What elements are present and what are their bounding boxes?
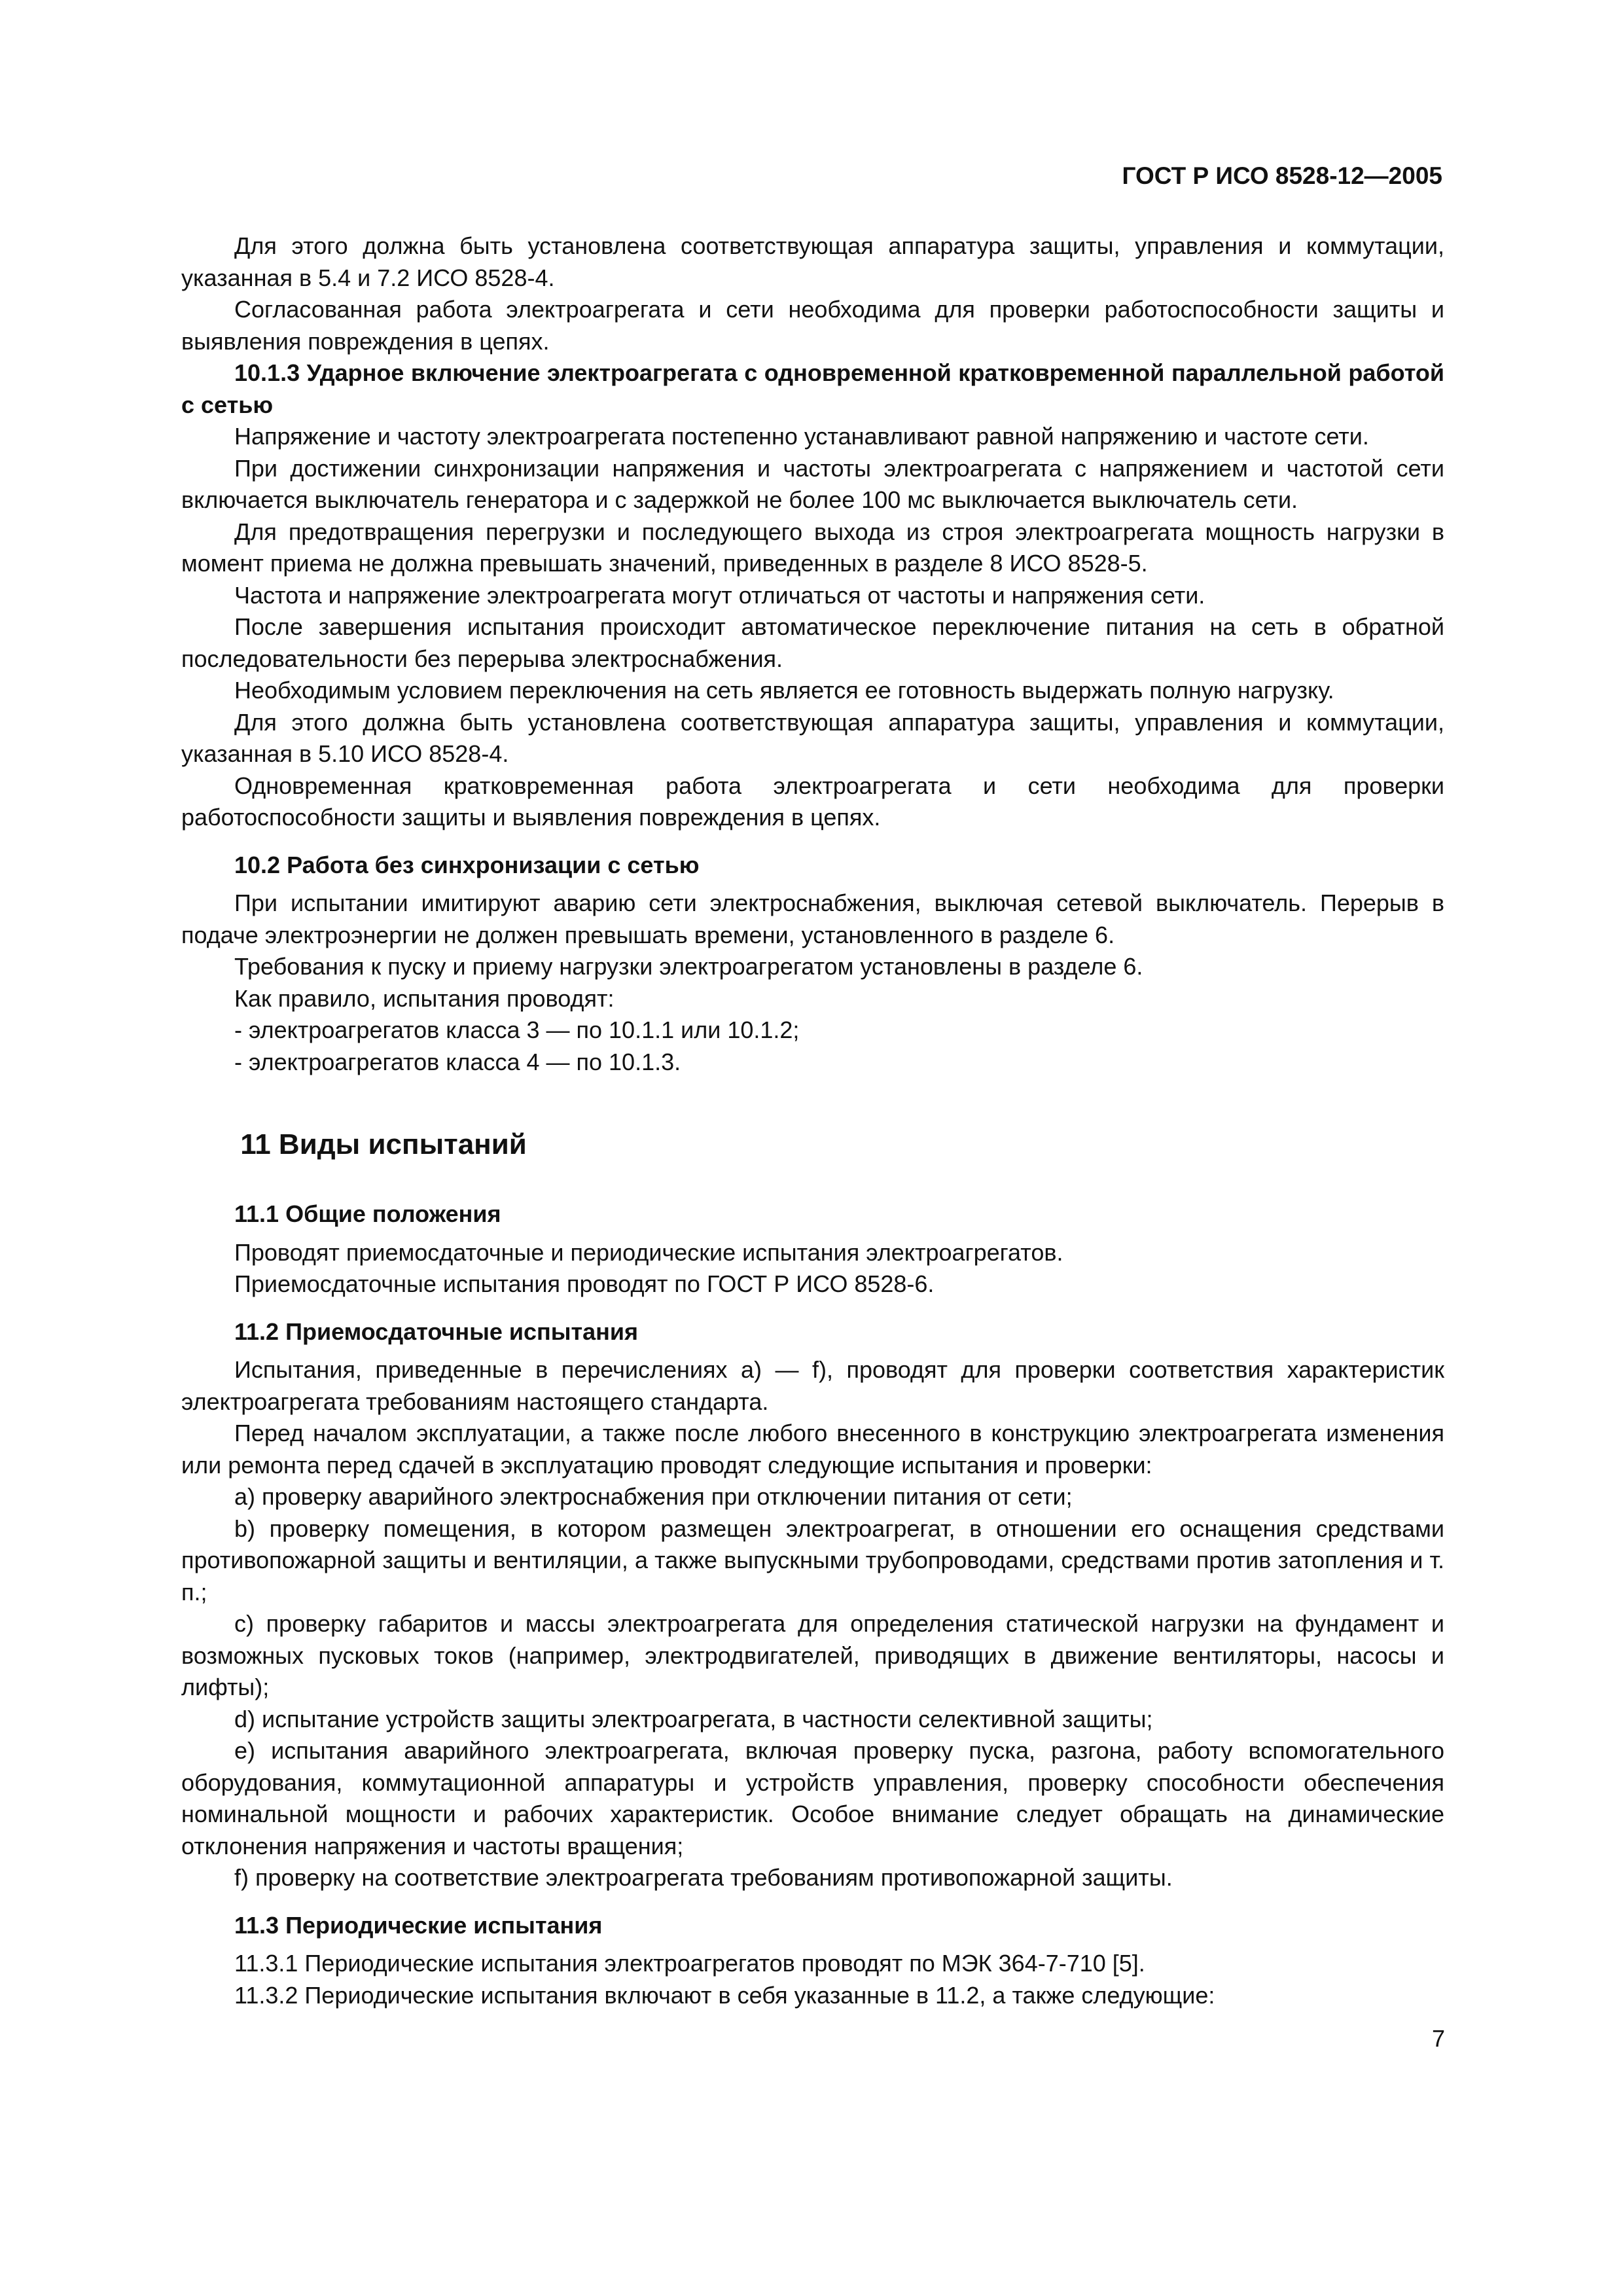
clause-heading-11-3: 11.3 Периодические испытания [234,1911,603,1939]
paragraph: При достижении синхронизации напряжения и частоты электроагрегата с напряжением и частотой сети включается выключатель генератора и с задержкой не более 100 мс выключается выключатель сети. [181,454,1444,513]
paragraph: Частота и напряжение электроагрегата могут отличаться от частоты и напряжения сети. [234,581,1205,609]
paragraph: Согласованная работа электроагрегата и сети необходима для проверки работоспособности защиты и выявления повреждения в цепях. [181,296,1444,355]
paragraph: Для предотвращения перегрузки и последующего выхода из строя электроагрегата мощность нагрузки в момент приема не должна превышать значений, приведенных в разделе 8 ИСО 8528-5. [181,518,1444,577]
section-heading-11: 11 Виды испытаний [240,1128,527,1160]
page-number: 7 [1431,2025,1445,2052]
standard-code-header: ГОСТ Р ИСО 8528-12—2005 [1122,162,1442,189]
paragraph: 11.3.1 Периодические испытания электроагрегатов проводят по МЭК 364-7-710 [5]. [234,1950,1145,1977]
paragraph: Проводят приемосдаточные и периодические испытания электроагрегатов. [234,1238,1063,1266]
enumeration-item-b: b) проверку помещения, в котором размещен электроагрегат, в отношении его оснащения средствами противопожарной защиты и вентиляции, а также выпускными трубопроводами, средствами против затопления и т. п.; [181,1515,1444,1605]
clause-heading-11-1: 11.1 Общие положения [234,1200,501,1227]
enumeration-item-a: а) проверку аварийного электроснабжения при отключении питания от сети; [234,1483,1073,1510]
enumeration-item-c: с) проверку габаритов и массы электроагрегата для определения статической нагрузки на фундамент и возможных пусковых токов (например, электродвигателей, приводящих в движение вентиляторы, насосы и лифты); [181,1610,1444,1700]
paragraph: Испытания, приведенные в перечислениях а) — f), проводят для проверки соответствия характеристик электроагрегата требованиям настоящего стандарта. [181,1356,1444,1415]
dash-list-item: - электроагрегатов класса 4 — по 10.1.3. [234,1048,681,1075]
paragraph: Необходимым условием переключения на сеть является ее готовность выдержать полную нагрузку. [234,677,1334,704]
paragraph: Требования к пуску и приему нагрузки электроагрегатом установлены в разделе 6. [234,953,1143,980]
clause-heading-11-2: 11.2 Приемосдаточные испытания [234,1318,639,1345]
enumeration-item-f: f) проверку на соответствие электроагрегата требованиям противопожарной защиты. [234,1864,1173,1891]
paragraph: 11.3.2 Периодические испытания включают в себя указанные в 11.2, а также следующие: [234,1981,1215,2009]
paragraph: При испытании имитируют аварию сети электроснабжения, выключая сетевой выключатель. Перерыв в подаче электроэнергии не должен превышать времени, установленного в разделе 6. [181,889,1444,948]
clause-heading-10-2: 10.2 Работа без синхронизации с сетью [234,851,700,878]
paragraph: Для этого должна быть установлена соответствующая аппаратура защиты, управления и коммутации, указанная в 5.4 и 7.2 ИСО 8528-4. [181,232,1444,291]
paragraph: Одновременная кратковременная работа электроагрегата и сети необходима для проверки работоспособности защиты и выявления повреждения в цепях. [181,772,1444,831]
paragraph: Как правило, испытания проводят: [234,984,615,1012]
paragraph: Для этого должна быть установлена соответствующая аппаратура защиты, управления и коммутации, указанная в 5.10 ИСО 8528-4. [181,708,1444,767]
paragraph: Приемосдаточные испытания проводят по ГОСТ Р ИСО 8528-6. [234,1270,935,1297]
clause-heading-10-1-3: 10.1.3 Ударное включение электроагрегата с одновременной кратковременной параллельной работой с сетью [181,359,1444,418]
dash-list-item: - электроагрегатов класса 3 — по 10.1.1 или 10.1.2; [234,1016,800,1043]
paragraph: Напряжение и частоту электроагрегата постепенно устанавливают равной напряжению и частоте сети. [234,423,1369,450]
paragraph: Перед началом эксплуатации, а также после любого внесенного в конструкцию электроагрегата изменения или ремонта перед сдачей в эксплуатацию проводят следующие испытания и проверки: [181,1420,1444,1479]
enumeration-item-e: е) испытания аварийного электроагрегата, включая проверку пуска, разгона, работу вспомогательного оборудования, коммутационной аппаратуры и устройств управления, проверку способности обеспечения номинальной мощности и рабочих характеристик. Особое внимание следует обращать на динамические отклонения напряжения и частоты вращения; [181,1737,1444,1859]
document-body [181,230,1444,2011]
paragraph: После завершения испытания происходит автоматическое переключение питания на сеть в обратной последовательности без перерыва электроснабжения. [181,613,1444,672]
enumeration-item-d: d) испытание устройств защиты электроагрегата, в частности селективной защиты; [234,1705,1153,1732]
